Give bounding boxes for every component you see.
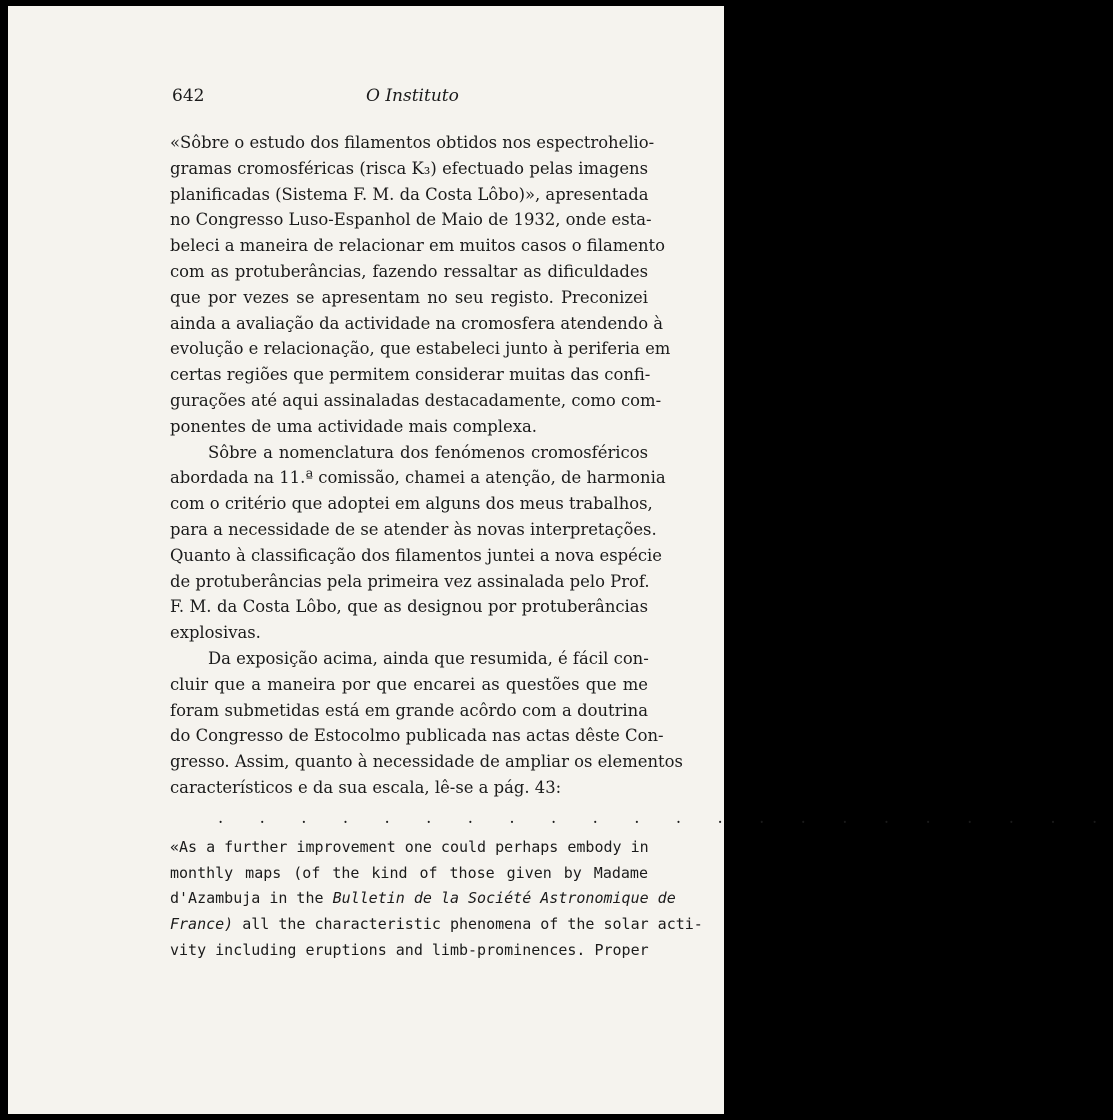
text-line: ainda a avaliação da actividade na cromosfera atendendo à bbox=[170, 313, 664, 333]
quote-line bbox=[170, 912, 703, 938]
text-line: beleci a maneira de relacionar em muitos casos o filamento bbox=[170, 236, 665, 256]
quote-line: «As a further improvement one could perhaps embody in bbox=[170, 837, 649, 856]
text-line: abordada na 11.ª comissão, chamei a atenção, de harmonia bbox=[170, 468, 666, 488]
text-line: cluir que a maneira por que encarei as questões que me bbox=[170, 674, 648, 694]
paragraph-2 bbox=[170, 440, 666, 646]
text-line: de protuberâncias pela primeira vez assinalada pelo Prof. bbox=[170, 571, 650, 591]
text-line: Da exposição acima, ainda que resumida, é fácil con- bbox=[208, 648, 649, 668]
paragraph-1 bbox=[170, 130, 671, 440]
quote-line bbox=[170, 886, 676, 912]
text-line: ponentes de uma actividade mais complexa. bbox=[170, 416, 537, 436]
page-header bbox=[166, 86, 646, 112]
running-title: O Instituto bbox=[366, 86, 459, 106]
text-line: «Sôbre o estudo dos filamentos obtidos nos espectrohelio- bbox=[170, 133, 655, 152]
text-line: do Congresso de Estocolmo publicada nas actas dêste Con- bbox=[170, 726, 664, 746]
page-body bbox=[170, 130, 1113, 964]
text-line: F. M. da Costa Lôbo, que as designou por protuberâncias bbox=[170, 597, 648, 617]
text-line: evolução e relacionação, que estabeleci junto à periferia em bbox=[170, 339, 671, 359]
text-line: Sôbre a nomenclatura dos fenómenos cromosféricos bbox=[208, 442, 648, 462]
text-line: Quanto à classificação dos filamentos juntei a nova espécie bbox=[170, 545, 662, 565]
quote-line: vity including eruptions and limb-prominences. Proper bbox=[170, 940, 649, 959]
text-line: característicos e da sua escala, lê-se a pág. 43: bbox=[170, 777, 562, 797]
text-line: gramas cromosféricas (risca K₃) efectuado pelas imagens bbox=[170, 158, 648, 178]
text-line: foram submetidas está em grande acôrdo com a doutrina bbox=[170, 700, 648, 720]
paragraph-3 bbox=[170, 646, 683, 801]
book-page bbox=[8, 6, 1113, 1114]
text-line: no Congresso Luso-Espanhol de Maio de 1932, onde esta- bbox=[170, 210, 652, 230]
text-line: explosivas. bbox=[170, 623, 261, 643]
text-line: com o critério que adoptei em alguns dos meus trabalhos, bbox=[170, 494, 653, 514]
text-line: que por vezes se apresentam no seu registo. Preconizei bbox=[170, 287, 648, 307]
journal-title-end: France) bbox=[170, 915, 234, 934]
ellipsis-separator: . . . . . . . . . . . . . . . . . . . . . . bbox=[218, 807, 1113, 827]
quote-line: monthly maps (of the kind of those given by Madame bbox=[170, 863, 648, 882]
text-line: planificadas (Sistema F. M. da Costa Lôbo)», apresentada bbox=[170, 184, 649, 204]
text-line: com as protuberâncias, fazendo ressaltar as dificuldades bbox=[170, 261, 648, 281]
text-line: certas regiões que permitem considerar muitas das confi- bbox=[170, 365, 651, 385]
quote-text: d'Azambuja in the bbox=[170, 889, 333, 908]
text-line: gurações até aqui assinaladas destacadamente, como com- bbox=[170, 390, 662, 410]
journal-title: Bulletin de la Société Astronomique de bbox=[332, 889, 676, 908]
page-number: 642 bbox=[172, 86, 205, 106]
quote-text: all the characteristic phenomena of the solar acti- bbox=[233, 915, 703, 934]
text-line: para a necessidade de se atender às novas interpretações. bbox=[170, 519, 657, 539]
text-line: gresso. Assim, quanto à necessidade de ampliar os elementos bbox=[170, 752, 683, 772]
english-quotation bbox=[170, 835, 703, 964]
